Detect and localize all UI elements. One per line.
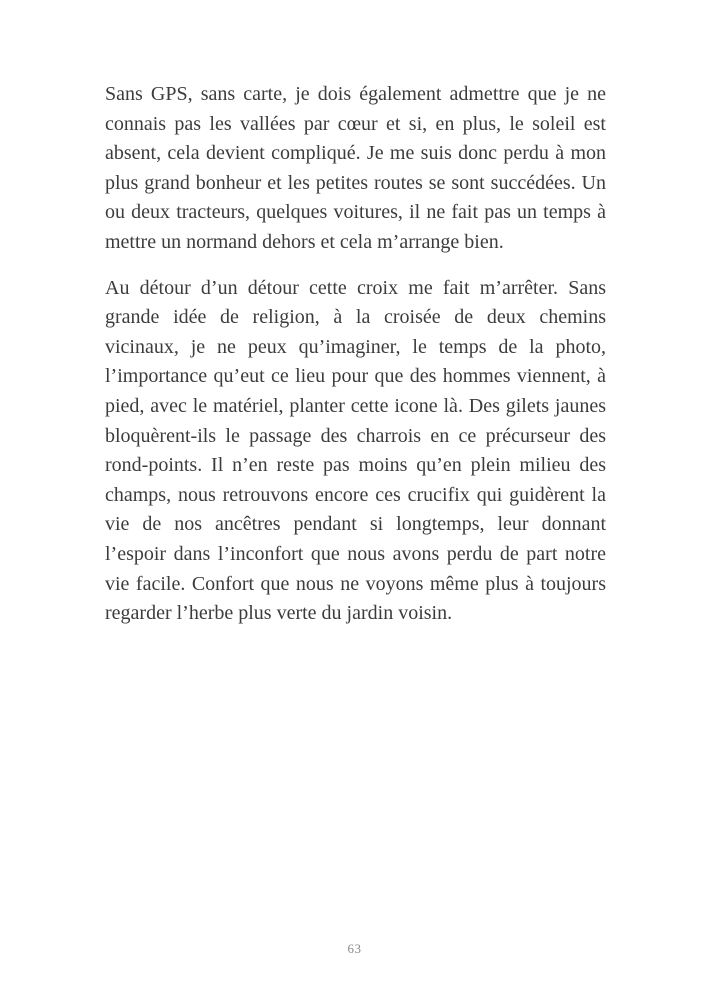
paragraph-2: Au détour d’un détour cette croix me fait m’arrêter. Sans grande idée de religion, à la croisée de deux chemins vicinaux, je ne peux qu’imaginer, le temps de la photo, l’importance qu’eut ce lieu pour que des hommes viennent, à pied, avec le matériel, planter cette icone là. Des gilets jaunes bloquèrent-ils le passage des charrois en ce précurseur des rond-points. Il n’en reste pas moins qu’en plein milieu des champs, nous retrouvons encore ces crucifix qui guidèrent la vie de nos ancêtres pendant si longtemps, leur donnant l’espoir dans l’inconfort que nous avons perdu de part notre vie facile. Confort que nous ne voyons même plus à toujours regarder l’herbe plus verte du jardin voisin. <box>105 276 606 625</box>
page-number: 63 <box>347 941 362 956</box>
paragraph-1: Sans GPS, sans carte, je dois également admettre que je ne connais pas les vallées par cœur et si, en plus, le soleil est absent, cela devient compliqué. Je me suis donc perdu à mon plus grand bonheur et les petites routes se sont succédées. Un ou deux tracteurs, quelques voitures, il ne fait pas un temps à mettre un normand dehors et cela m’arrange bien. <box>105 83 606 253</box>
body-text <box>105 80 606 645</box>
